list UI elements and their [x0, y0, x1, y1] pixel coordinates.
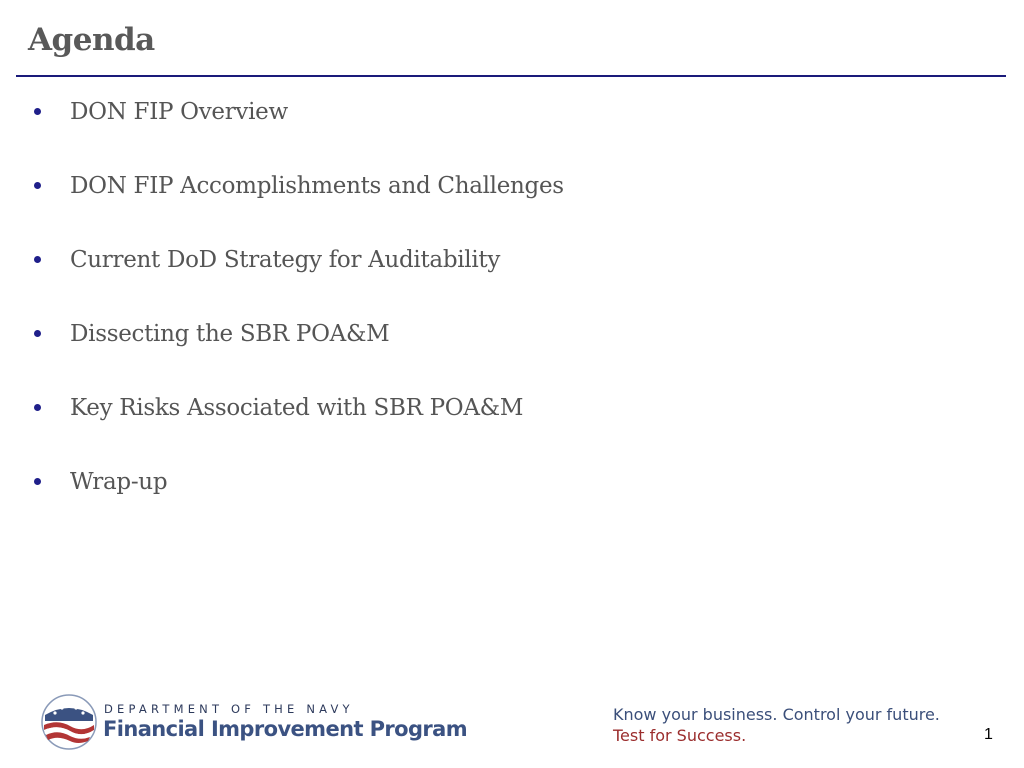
- tagline: [613, 704, 940, 746]
- tagline-line1: Know your business. Control your future.: [613, 705, 940, 724]
- agenda-item-text: DON FIP Overview: [70, 99, 288, 125]
- bullet-icon: [34, 182, 41, 189]
- navy-seal-icon: [40, 693, 98, 751]
- agenda-item-text: Key Risks Associated with SBR POA&M: [70, 395, 524, 421]
- navy-fip-logo: [40, 693, 468, 755]
- bullet-icon: [34, 108, 41, 115]
- logo-program-text: Financial Improvement Program: [103, 717, 468, 741]
- title-divider: [16, 75, 1006, 77]
- agenda-item-text: Dissecting the SBR POA&M: [70, 321, 390, 347]
- agenda-item-text: Current DoD Strategy for Auditability: [70, 247, 501, 273]
- bullet-icon: [34, 330, 41, 337]
- bullet-icon: [34, 404, 41, 411]
- logo-department-text: DEPARTMENT OF THE NAVY: [104, 702, 354, 716]
- agenda-item-text: Wrap-up: [70, 469, 168, 495]
- agenda-item-text: DON FIP Accomplishments and Challenges: [70, 173, 564, 199]
- tagline-line2: Test for Success.: [613, 726, 747, 745]
- bullet-icon: [34, 478, 41, 485]
- page-number: 1: [984, 726, 993, 743]
- bullet-icon: [34, 256, 41, 263]
- slide-title: Agenda: [28, 22, 155, 58]
